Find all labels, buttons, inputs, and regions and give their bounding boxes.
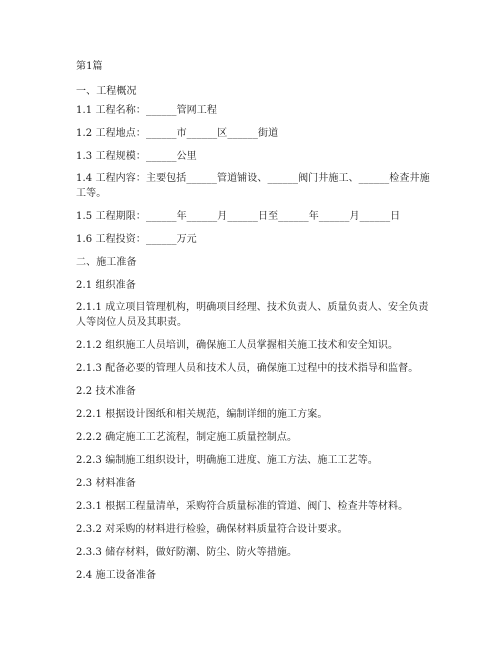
subsection-heading-organization: 2.1 组织准备 xyxy=(76,280,136,291)
item-project-investment: 1.6 工程投资：______万元 xyxy=(76,234,197,245)
item-project-content: 1.4 工程内容：主要包括______管道铺设、______阀门井施工、______检查井施工等。 xyxy=(76,173,430,199)
section-heading-preparation: 二、施工准备 xyxy=(76,257,137,268)
subsection-heading-equipment: 2.4 施工设备准备 xyxy=(76,570,157,581)
item-2-2-1: 2.2.1 根据设计图纸和相关规范，编制详细的施工方案。 xyxy=(76,409,328,420)
item-2-1-3: 2.1.3 配备必要的管理人员和技术人员，确保施工过程中的技术指导和监督。 xyxy=(76,363,419,374)
subsection-heading-technical: 2.2 技术准备 xyxy=(76,386,136,397)
item-2-2-2: 2.2.2 确定施工工艺流程，制定施工质量控制点。 xyxy=(76,432,298,443)
item-project-scale: 1.3 工程规模：______公里 xyxy=(76,151,197,162)
item-2-1-1: 2.1.1 成立项目管理机构，明确项目经理、技术负责人、质量负责人、安全负责人等岗位人员及其职责。 xyxy=(76,302,429,328)
subsection-heading-materials: 2.3 材料准备 xyxy=(76,478,136,489)
item-2-3-2: 2.3.2 对采购的材料进行检验，确保材料质量符合设计要求。 xyxy=(76,524,348,535)
item-project-location: 1.2 工程地点：______市______区______街道 xyxy=(76,128,279,139)
item-2-3-1: 2.3.1 根据工程量清单，采购符合质量标准的管道、阀门、检查井等材料。 xyxy=(76,501,409,512)
item-2-2-3: 2.2.3 编制施工组织设计，明确施工进度、施工方法、施工工艺等。 xyxy=(76,455,378,466)
item-2-3-3: 2.3.3 储存材料，做好防潮、防尘、防火等措施。 xyxy=(76,547,298,558)
item-project-period: 1.5 工程期限：______年______月______日至______年______月______日 xyxy=(76,211,401,222)
section-heading-overview: 一、工程概况 xyxy=(76,86,137,97)
chapter-heading: 第1篇 xyxy=(76,61,103,72)
item-project-name: 1.1 工程名称：______管网工程 xyxy=(76,105,217,116)
item-2-1-2: 2.1.2 组织施工人员培训，确保施工人员掌握相关施工技术和安全知识。 xyxy=(76,340,399,351)
